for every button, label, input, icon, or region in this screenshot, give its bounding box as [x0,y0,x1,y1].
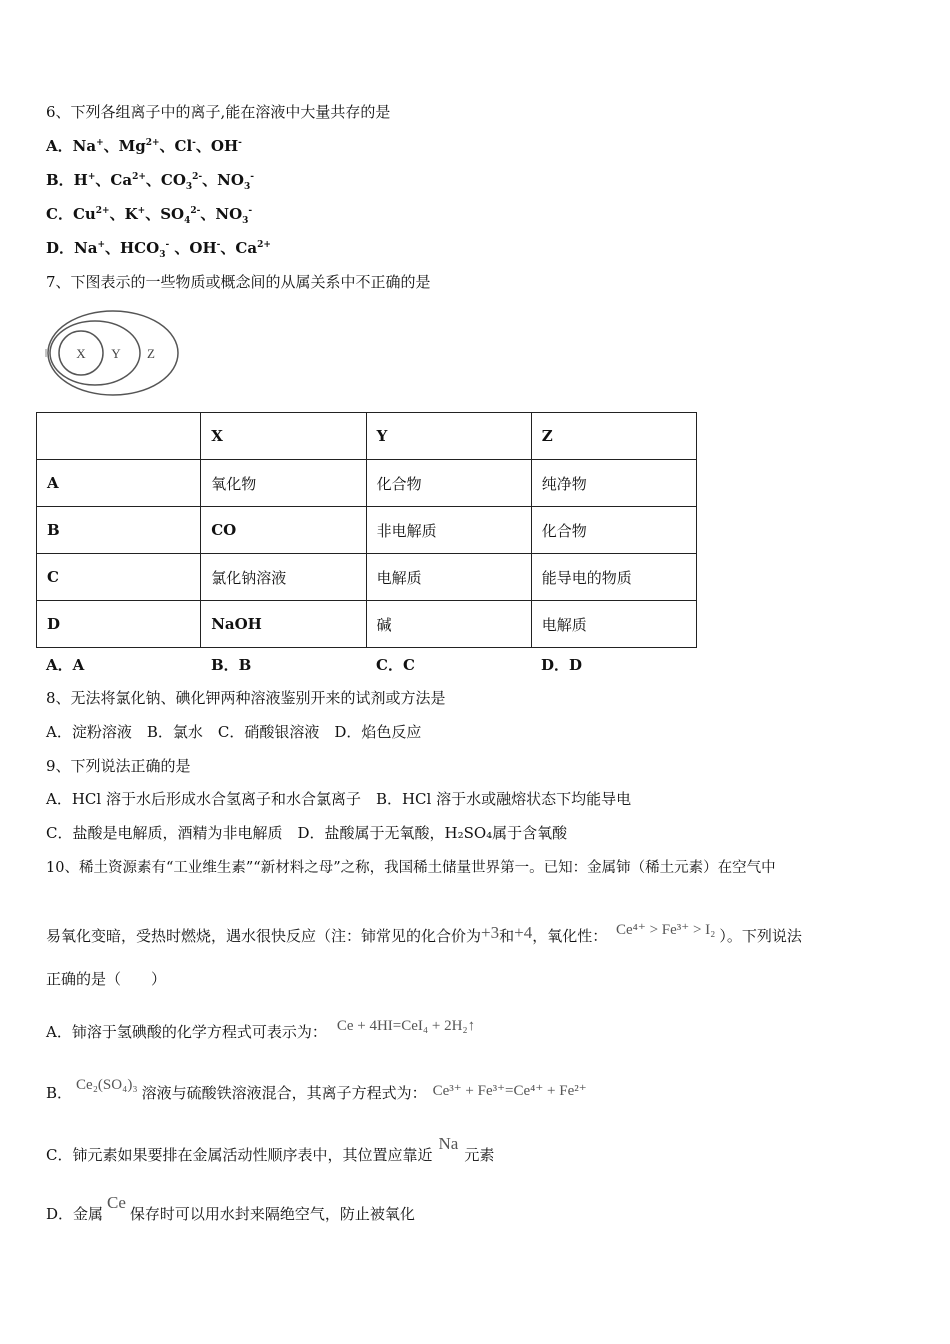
equation-a: Ce + 4HI=CeI₄ + 2H₂↑ [336,1018,476,1034]
q10-stem-line3: 正确的是（ ） [46,970,167,988]
q9-options-line1: A．HCl 溶于水后形成水合氢离子和水合氯离子 B．HCl 溶于水或融熔状态下均能导电 [46,790,632,808]
table-cell: 电解质 [531,601,696,648]
table-row [37,413,697,460]
table-cell: 碱 [366,601,531,648]
table-cell: NaOH [201,601,366,648]
q7-stem: 7、下图表示的一些物质或概念间的从属关系中不正确的是 [46,273,431,291]
q7-answer-b: B．B [211,656,252,674]
table-cell: 化合物 [531,507,696,554]
q9-options-line2: C．盐酸是电解质，酒精为非电解质 D．盐酸属于无氧酸，H₂SO₄属于含氧酸 [46,824,568,842]
table-row [37,554,697,601]
q7-answer-a: A．A [46,656,85,674]
q10-stem-line2: 易氧化变暗，受热时燃烧，遇水很快反应（注：铈常见的化合价为+3和+4，氧化性： Ce⁴⁺ > Fe³⁺ > I₂ ）。下列说法 [46,922,802,945]
q6-option-b: B．H+、$Ca^{2+}$、$CO_3^{2-}$、$NO_3^-$ [46,171,254,192]
table-cell: B [37,507,201,554]
table-row [37,507,697,554]
oxidizing-order: Ce⁴⁺ > Fe³⁺ > I₂ [616,922,716,938]
q7-answer-d: D．D [541,656,583,674]
q7-table [36,412,697,648]
table-cell: C [37,554,201,601]
element-na: Na [438,1134,459,1153]
table-cell: Z [531,413,696,460]
q10-option-a: A．铈溶于氢碘酸的化学方程式可表示为： Ce + 4HI=CeI₄ + 2H₂↑ [46,1018,476,1041]
q6-option-c: C．$Cu^{2+}$、K+、$SO_4^{2-}$、$NO_3^-$ [46,205,253,226]
q10-option-d: D．金属Ce保存时可以用水封来隔绝空气，防止被氧化 [46,1193,415,1223]
element-ce: Ce [107,1193,126,1212]
valence-plus4: +4 [514,923,533,942]
venn-diagram [40,306,190,402]
q9-stem: 9、下列说法正确的是 [46,757,191,775]
table-row [37,460,697,507]
venn-label-y: Y [111,346,121,361]
table-cell [37,413,201,460]
q6-option-a: A．Na+、$Mg^{2+}$、Cl-、OH- [46,137,242,155]
q6-option-d: D．Na+、$HCO_3^-$ 、OH-、$Ca^{2+}$ [46,239,271,260]
table-cell: A [37,460,201,507]
table-cell: 能导电的物质 [531,554,696,601]
valence-plus3: +3 [481,923,500,942]
table-cell: CO [201,507,366,554]
table-cell: Y [366,413,531,460]
table-cell: X [201,413,366,460]
table-cell: 纯净物 [531,460,696,507]
table-cell: 氯化钠溶液 [201,554,366,601]
q10-stem-line1: 10、稀土资源素有“工业维生素”“新材料之母”之称，我国稀土储量世界第一。已知：金属铈（稀土元素）在空气中 [46,860,776,876]
q7-answer-c: C．C [376,656,415,674]
venn-label-x: X [76,346,86,361]
q8-stem: 8、无法将氯化钠、碘化钾两种溶液鉴别开来的试剂或方法是 [46,689,446,707]
table-cell: D [37,601,201,648]
table-row [37,601,697,648]
table-cell: 非电解质 [366,507,531,554]
equation-b: Ce³⁺ + Fe³⁺=Ce⁴⁺ + Fe²⁺ [432,1083,587,1099]
table-cell: 化合物 [366,460,531,507]
q8-options: A．淀粉溶液 B．氯水 C．硝酸银溶液 D．焰色反应 [46,723,422,741]
q10-option-b: B． Ce₂(SO₄)₃ 溶液与硫酸铁溶液混合，其离子方程式为： Ce³⁺ + Fe³⁺=Ce⁴⁺ + Fe²⁺ [46,1077,587,1102]
venn-label-z: Z [147,346,155,361]
formula-ce2so43: Ce₂(SO₄)₃ [76,1077,138,1093]
q10-option-c: C．铈元素如果要排在金属活动性顺序表中，其位置应靠近Na元素 [46,1134,495,1164]
q6-stem: 6、下列各组离子中的离子,能在溶液中大量共存的是 [46,103,391,121]
table-cell: 电解质 [366,554,531,601]
table-cell: 氧化物 [201,460,366,507]
